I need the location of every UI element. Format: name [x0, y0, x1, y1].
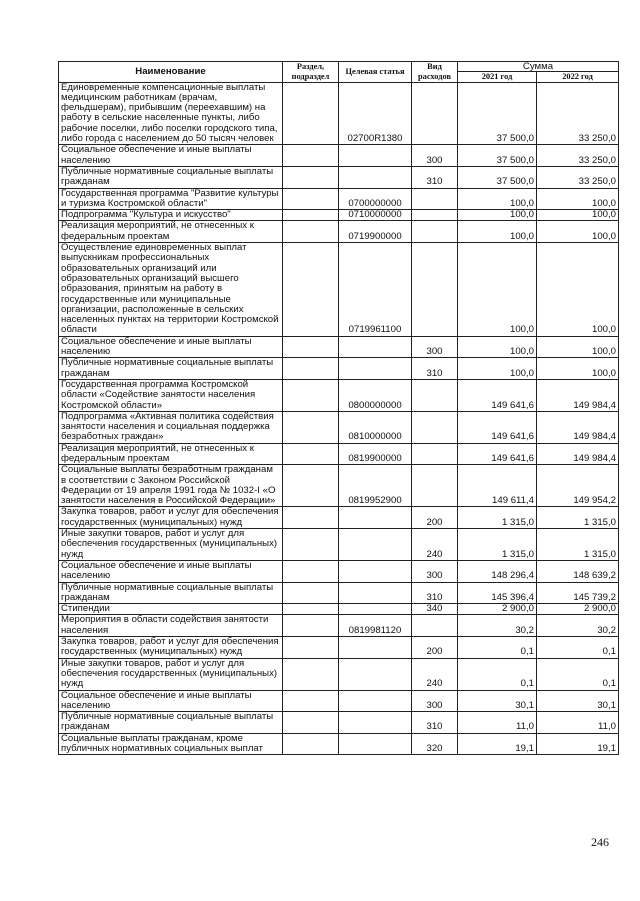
- header-sum: Сумма: [458, 62, 619, 72]
- table-body: [59, 82, 619, 755]
- table-row: [59, 712, 619, 734]
- table-row: [59, 507, 619, 529]
- row-sum-2021: 145 396,4: [458, 582, 537, 604]
- header-section: Раздел, подраздел: [283, 62, 339, 83]
- row-name: Государственная программа "Развитие культуры и туризма Костромской области": [59, 188, 283, 210]
- row-name: Мероприятия в области содействия занятости населения: [59, 615, 283, 637]
- table-row: [59, 690, 619, 712]
- row-sum-2021: 37 500,0: [458, 145, 537, 167]
- table-row: [59, 188, 619, 210]
- row-kind: 240: [412, 658, 458, 690]
- row-name: Публичные нормативные социальные выплаты гражданам: [59, 358, 283, 380]
- header-year-2022: 2022 год: [537, 72, 619, 83]
- row-section: [283, 690, 339, 712]
- row-sum-2021: 37 500,0: [458, 166, 537, 188]
- row-kind: [412, 443, 458, 465]
- row-name: Реализация мероприятий, не отнесенных к федеральным проектам: [59, 443, 283, 465]
- row-kind: 340: [412, 604, 458, 615]
- page-number: 246: [591, 835, 609, 849]
- row-sum-2021: 100,0: [458, 188, 537, 210]
- row-section: [283, 145, 339, 167]
- table-row: [59, 411, 619, 443]
- row-target: 0710000000: [339, 210, 412, 221]
- row-sum-2022: 100,0: [537, 358, 619, 380]
- row-kind: 310: [412, 358, 458, 380]
- row-sum-2021: 100,0: [458, 210, 537, 221]
- row-name: Государственная программа Костромской области «Содействие занятости населения Костромской области»: [59, 379, 283, 411]
- row-kind: [412, 379, 458, 411]
- row-sum-2022: 100,0: [537, 210, 619, 221]
- row-kind: [412, 82, 458, 145]
- row-sum-2022: 33 250,0: [537, 166, 619, 188]
- header-name: Наименование: [59, 62, 283, 83]
- row-section: [283, 166, 339, 188]
- row-sum-2022: 149 984,4: [537, 411, 619, 443]
- row-name: Единовременные компенсационные выплаты медицинским работникам (врачам, фельдшерам), прибывшим (переехавшим) на работу в сельские населенные пункты, либо рабочие поселки, либо поселки городского типа, либо города с населением до 50 тысяч человек: [59, 82, 283, 145]
- table-row: [59, 145, 619, 167]
- row-sum-2021: 1 315,0: [458, 507, 537, 529]
- row-sum-2022: 0,1: [537, 658, 619, 690]
- row-target: 0819952900: [339, 465, 412, 507]
- row-sum-2022: 2 900,0: [537, 604, 619, 615]
- row-section: [283, 243, 339, 337]
- row-kind: 240: [412, 529, 458, 561]
- row-sum-2021: 0,1: [458, 658, 537, 690]
- table-row: [59, 221, 619, 243]
- row-kind: 310: [412, 712, 458, 734]
- table-row: [59, 658, 619, 690]
- row-name: Социальные выплаты безработным гражданам в соответствии с Законом Российской Федерации от 19 апреля 1991 года № 1032-I «О занятости населения в Российской Федерации»: [59, 465, 283, 507]
- row-section: [283, 733, 339, 755]
- table-row: [59, 604, 619, 615]
- row-name: Социальное обеспечение и иные выплаты населению: [59, 690, 283, 712]
- row-kind: 310: [412, 166, 458, 188]
- row-kind: 300: [412, 336, 458, 358]
- row-section: [283, 658, 339, 690]
- row-sum-2022: 33 250,0: [537, 145, 619, 167]
- row-sum-2021: 1 315,0: [458, 529, 537, 561]
- row-name: Социальное обеспечение и иные выплаты населению: [59, 145, 283, 167]
- row-target: 0700000000: [339, 188, 412, 210]
- row-section: [283, 560, 339, 582]
- row-target: 0800000000: [339, 379, 412, 411]
- row-sum-2022: 100,0: [537, 243, 619, 337]
- row-name: Реализация мероприятий, не отнесенных к федеральным проектам: [59, 221, 283, 243]
- row-target: [339, 658, 412, 690]
- table-row: [59, 615, 619, 637]
- table-row: [59, 582, 619, 604]
- row-sum-2021: 19,1: [458, 733, 537, 755]
- row-name: Подпрограмма «Активная политика содействия занятости населения и социальная поддержка безработных граждан»: [59, 411, 283, 443]
- row-name: Социальное обеспечение и иные выплаты населению: [59, 336, 283, 358]
- row-name: Закупка товаров, работ и услуг для обеспечения государственных (муниципальных) нужд: [59, 637, 283, 659]
- row-target: [339, 604, 412, 615]
- row-sum-2022: 149 954,2: [537, 465, 619, 507]
- table-row: [59, 733, 619, 755]
- table-row: [59, 560, 619, 582]
- table-row: [59, 166, 619, 188]
- table-row: [59, 379, 619, 411]
- row-kind: [412, 411, 458, 443]
- table-row: [59, 529, 619, 561]
- row-target: [339, 145, 412, 167]
- row-target: 0719961100: [339, 243, 412, 337]
- row-section: [283, 465, 339, 507]
- row-sum-2022: 145 739,2: [537, 582, 619, 604]
- row-kind: [412, 221, 458, 243]
- table-row: [59, 82, 619, 145]
- row-kind: [412, 243, 458, 337]
- row-section: [283, 507, 339, 529]
- row-sum-2022: 33 250,0: [537, 82, 619, 145]
- row-kind: 310: [412, 582, 458, 604]
- row-target: 02700R1380: [339, 82, 412, 145]
- table-header: [59, 62, 619, 83]
- row-sum-2022: 148 639,2: [537, 560, 619, 582]
- table-row: [59, 243, 619, 337]
- table-row: [59, 210, 619, 221]
- row-kind: 300: [412, 145, 458, 167]
- row-kind: [412, 188, 458, 210]
- table-row: [59, 443, 619, 465]
- row-section: [283, 615, 339, 637]
- row-sum-2022: 30,2: [537, 615, 619, 637]
- row-sum-2022: 149 984,4: [537, 443, 619, 465]
- row-name: Социальные выплаты гражданам, кроме публичных нормативных социальных выплат: [59, 733, 283, 755]
- row-target: [339, 358, 412, 380]
- table-row: [59, 637, 619, 659]
- row-target: [339, 637, 412, 659]
- row-sum-2021: 100,0: [458, 336, 537, 358]
- row-name: Иные закупки товаров, работ и услуг для обеспечения государственных (муниципальных) нужд: [59, 529, 283, 561]
- row-sum-2022: 100,0: [537, 221, 619, 243]
- row-sum-2021: 11,0: [458, 712, 537, 734]
- row-section: [283, 712, 339, 734]
- row-sum-2021: 149 641,6: [458, 443, 537, 465]
- header-kind: Вид расходов: [412, 62, 458, 83]
- row-target: [339, 733, 412, 755]
- row-target: [339, 529, 412, 561]
- table-row: [59, 336, 619, 358]
- table-row: [59, 358, 619, 380]
- table-row: [59, 465, 619, 507]
- row-section: [283, 379, 339, 411]
- row-section: [283, 358, 339, 380]
- row-sum-2021: 30,1: [458, 690, 537, 712]
- row-name: Стипендии: [59, 604, 283, 615]
- row-sum-2022: 1 315,0: [537, 529, 619, 561]
- row-section: [283, 529, 339, 561]
- row-kind: 200: [412, 637, 458, 659]
- row-sum-2021: 149 641,6: [458, 411, 537, 443]
- row-section: [283, 443, 339, 465]
- row-sum-2021: 149 641,6: [458, 379, 537, 411]
- row-sum-2022: 100,0: [537, 188, 619, 210]
- row-sum-2021: 30,2: [458, 615, 537, 637]
- budget-table: [58, 61, 619, 755]
- row-target: 0719900000: [339, 221, 412, 243]
- row-target: [339, 166, 412, 188]
- row-name: Закупка товаров, работ и услуг для обеспечения государственных (муниципальных) нужд: [59, 507, 283, 529]
- row-section: [283, 637, 339, 659]
- row-sum-2021: 2 900,0: [458, 604, 537, 615]
- row-target: [339, 582, 412, 604]
- row-section: [283, 210, 339, 221]
- row-target: 0819981120: [339, 615, 412, 637]
- row-name: Подпрограмма "Культура и искусство": [59, 210, 283, 221]
- row-sum-2022: 100,0: [537, 336, 619, 358]
- row-section: [283, 336, 339, 358]
- row-target: [339, 560, 412, 582]
- row-sum-2022: 11,0: [537, 712, 619, 734]
- row-section: [283, 604, 339, 615]
- row-name: Публичные нормативные социальные выплаты гражданам: [59, 582, 283, 604]
- row-sum-2021: 100,0: [458, 358, 537, 380]
- row-sum-2021: 0,1: [458, 637, 537, 659]
- row-target: [339, 690, 412, 712]
- row-section: [283, 82, 339, 145]
- row-sum-2021: 100,0: [458, 243, 537, 337]
- header-year-2021: 2021 год: [458, 72, 537, 83]
- row-sum-2021: 100,0: [458, 221, 537, 243]
- row-kind: 300: [412, 690, 458, 712]
- row-sum-2022: 30,1: [537, 690, 619, 712]
- row-sum-2022: 149 984,4: [537, 379, 619, 411]
- row-name: Иные закупки товаров, работ и услуг для обеспечения государственных (муниципальных) нужд: [59, 658, 283, 690]
- row-sum-2021: 148 296,4: [458, 560, 537, 582]
- row-section: [283, 582, 339, 604]
- row-name: Публичные нормативные социальные выплаты гражданам: [59, 166, 283, 188]
- row-sum-2022: 19,1: [537, 733, 619, 755]
- row-kind: 200: [412, 507, 458, 529]
- header-target: Целевая статья: [339, 62, 412, 83]
- row-target: [339, 336, 412, 358]
- row-target: 0810000000: [339, 411, 412, 443]
- row-sum-2022: 1 315,0: [537, 507, 619, 529]
- row-kind: [412, 465, 458, 507]
- row-target: [339, 507, 412, 529]
- row-target: [339, 712, 412, 734]
- row-target: 0819900000: [339, 443, 412, 465]
- row-kind: [412, 615, 458, 637]
- row-section: [283, 221, 339, 243]
- row-section: [283, 188, 339, 210]
- row-kind: 300: [412, 560, 458, 582]
- row-sum-2021: 149 611,4: [458, 465, 537, 507]
- row-kind: 320: [412, 733, 458, 755]
- row-name: Социальное обеспечение и иные выплаты населению: [59, 560, 283, 582]
- row-name: Публичные нормативные социальные выплаты гражданам: [59, 712, 283, 734]
- row-kind: [412, 210, 458, 221]
- row-name: Осуществление единовременных выплат выпускникам профессиональных образовательных организаций или образовательных организаций высшего образования, принятым на работу в государственные или муниципальные организации, расположенные в сельских населенных пунктах на территории Костромской области: [59, 243, 283, 337]
- row-section: [283, 411, 339, 443]
- row-sum-2021: 37 500,0: [458, 82, 537, 145]
- row-sum-2022: 0,1: [537, 637, 619, 659]
